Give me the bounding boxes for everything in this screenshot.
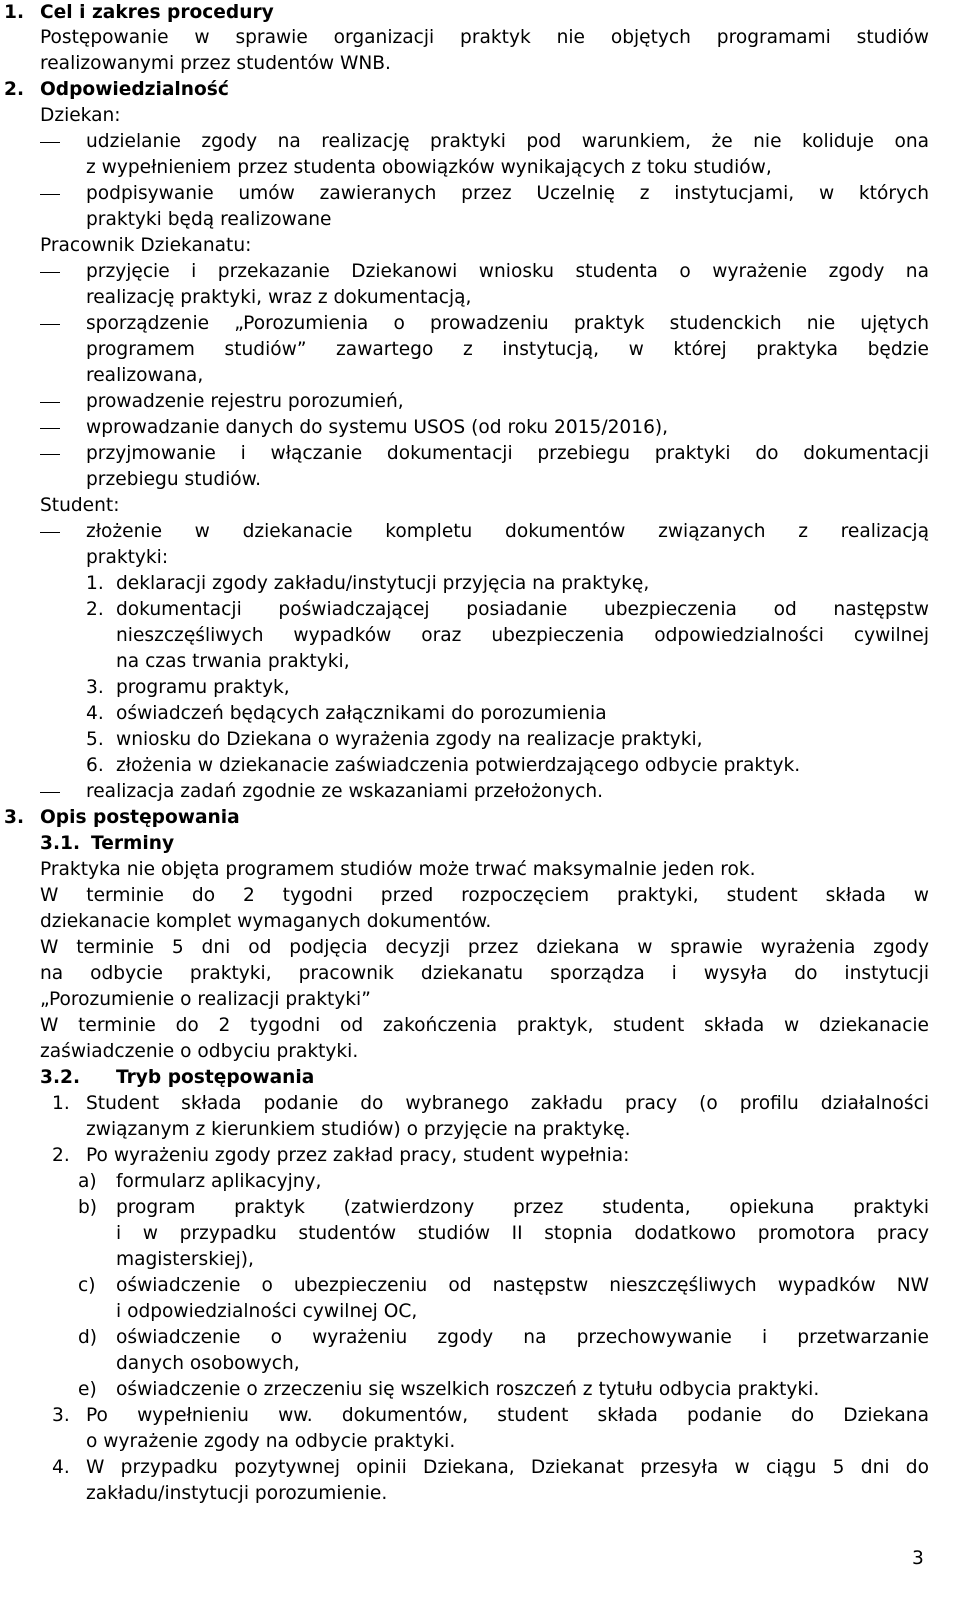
section-3-title: Opis postępowania xyxy=(40,807,240,828)
staff-label: Pracownik Dziekanatu: xyxy=(40,235,252,256)
dean-item-line: podpisywanie umów zawieranych przez Uczelnię z instytucjami, w których xyxy=(86,183,929,204)
section-1-title: Cel i zakres procedury xyxy=(40,2,274,23)
student-subitem-line: deklaracji zgody zakładu/instytucji przyjęcia na praktykę, xyxy=(116,573,650,594)
form-item-letter: e) xyxy=(78,1379,97,1400)
form-item-letter: a) xyxy=(78,1171,97,1192)
procedure-item-line: zakładu/instytucji porozumienie. xyxy=(86,1483,388,1504)
student-subitem-line: programu praktyk, xyxy=(116,677,290,698)
staff-item-line: przebiegu studiów. xyxy=(86,469,262,490)
list-dash-icon xyxy=(40,142,60,143)
procedure-item-number: 3. xyxy=(52,1405,70,1426)
staff-item-line: przyjmowanie i włączanie dokumentacji przebiegu praktyki do dokumentacji xyxy=(86,443,929,464)
student-subitem-number: 1. xyxy=(86,573,104,594)
form-item-letter: d) xyxy=(78,1327,98,1348)
terms-line: na odbycie praktyki, pracownik dziekanatu sporządza i wysyła do instytucji xyxy=(40,963,929,984)
form-item-line: oświadczenie o wyrażeniu zgody na przechowywanie i przetwarzanie xyxy=(116,1327,929,1348)
subsection-3-1-title: Terminy xyxy=(91,833,175,854)
section-2-number: 2. xyxy=(4,79,25,100)
student-subitem-number: 6. xyxy=(86,755,104,776)
subsection-3-1-number: 3.1. xyxy=(40,833,81,854)
form-item-line: magisterskiej), xyxy=(116,1249,254,1270)
staff-item-line: wprowadzanie danych do systemu USOS (od roku 2015/2016), xyxy=(86,417,669,438)
terms-line: W terminie 5 dni od podjęcia decyzji przez dziekana w sprawie wyrażenia zgody xyxy=(40,937,929,958)
page-number: 3 xyxy=(912,1548,924,1569)
procedure-item-line: Po wyrażeniu zgody przez zakład pracy, student wypełnia: xyxy=(86,1145,630,1166)
staff-item-line: realizację praktyki, wraz z dokumentacją, xyxy=(86,287,472,308)
procedure-item-number: 4. xyxy=(52,1457,70,1478)
terms-line: W terminie do 2 tygodni od zakończenia praktyk, student składa w dziekanacie xyxy=(40,1015,929,1036)
form-item-line: oświadczenie o zrzeczeniu się wszelkich roszczeń z tytułu odbycia praktyki. xyxy=(116,1379,820,1400)
subsection-3-2-number: 3.2. xyxy=(40,1067,81,1088)
list-dash-icon xyxy=(40,194,60,195)
section-2-title: Odpowiedzialność xyxy=(40,79,229,100)
procedure-item-number: 1. xyxy=(52,1093,70,1114)
list-dash-icon xyxy=(40,324,60,325)
list-dash-icon xyxy=(40,402,60,403)
list-dash-icon xyxy=(40,454,60,455)
staff-item-line: programem studiów” zawartego z instytucją, w której praktyka będzie xyxy=(86,339,929,360)
terms-line: „Porozumienie o realizacji praktyki” xyxy=(40,989,371,1010)
terms-line: W terminie do 2 tygodni przed rozpoczęciem praktyki, student składa w xyxy=(40,885,929,906)
student-item-line: praktyki: xyxy=(86,547,169,568)
list-dash-icon xyxy=(40,272,60,273)
terms-line: dziekanacie komplet wymaganych dokumentów. xyxy=(40,911,492,932)
staff-item-line: prowadzenie rejestru porozumień, xyxy=(86,391,404,412)
dean-item-line: udzielanie zgody na realizację praktyki pod warunkiem, że nie koliduje ona xyxy=(86,131,929,152)
form-item-line: i odpowiedzialności cywilnej OC, xyxy=(116,1301,418,1322)
student-subitem-line: złożenia w dziekanacie zaświadczenia potwierdzającego odbycie praktyk. xyxy=(116,755,801,776)
section-3-number: 3. xyxy=(4,807,25,828)
list-dash-icon xyxy=(40,792,60,793)
student-subitem-number: 4. xyxy=(86,703,104,724)
form-item-line: oświadczenie o ubezpieczeniu od następstw nieszczęśliwych wypadków NW xyxy=(116,1275,929,1296)
procedure-item-line: Po wypełnieniu ww. dokumentów, student składa podanie do Dziekana xyxy=(86,1405,929,1426)
procedure-item-line: związanym z kierunkiem studiów) o przyjęcie na praktykę. xyxy=(86,1119,631,1140)
dean-item-line: praktyki będą realizowane xyxy=(86,209,332,230)
student-subitem-line: oświadczeń będących załącznikami do porozumienia xyxy=(116,703,607,724)
terms-line: zaświadczenie o odbyciu praktyki. xyxy=(40,1041,359,1062)
staff-item-line: przyjęcie i przekazanie Dziekanowi wniosku studenta o wyrażenie zgody na xyxy=(86,261,929,282)
form-item-line: program praktyk (zatwierdzony przez studenta, opiekuna praktyki xyxy=(116,1197,929,1218)
subsection-3-2-title: Tryb postępowania xyxy=(116,1067,315,1088)
list-dash-icon xyxy=(40,428,60,429)
student-subitem-line: dokumentacji poświadczającej posiadanie ubezpieczenia od następstw xyxy=(116,599,929,620)
procedure-item-line: Student składa podanie do wybranego zakładu pracy (o profilu działalności xyxy=(86,1093,929,1114)
terms-line: Praktyka nie objęta programem studiów może trwać maksymalnie jeden rok. xyxy=(40,859,756,880)
form-item-letter: b) xyxy=(78,1197,98,1218)
student-subitem-number: 2. xyxy=(86,599,104,620)
student-subitem-line: nieszczęśliwych wypadków oraz ubezpieczenia odpowiedzialności cywilnej xyxy=(116,625,929,646)
student-label: Student: xyxy=(40,495,120,516)
procedure-item-line: W przypadku pozytywnej opinii Dziekana, Dziekanat przesyła w ciągu 5 dni do xyxy=(86,1457,929,1478)
student-subitem-line: wniosku do Dziekana o wyrażenia zgody na realizacje praktyki, xyxy=(116,729,703,750)
section-1-body-line: realizowanymi przez studentów WNB. xyxy=(40,53,391,74)
student-subitem-number: 3. xyxy=(86,677,104,698)
procedure-item-line: o wyrażenie zgody na odbycie praktyki. xyxy=(86,1431,456,1452)
student-item-line: realizacja zadań zgodnie ze wskazaniami przełożonych. xyxy=(86,781,604,802)
student-subitem-number: 5. xyxy=(86,729,104,750)
list-dash-icon xyxy=(40,532,60,533)
staff-item-line: realizowana, xyxy=(86,365,204,386)
section-1-body-line: Postępowanie w sprawie organizacji praktyk nie objętych programami studiów xyxy=(40,27,929,48)
student-item-line: złożenie w dziekanacie kompletu dokumentów związanych z realizacją xyxy=(86,521,929,542)
form-item-line: danych osobowych, xyxy=(116,1353,300,1374)
procedure-item-number: 2. xyxy=(52,1145,70,1166)
dean-label: Dziekan: xyxy=(40,105,121,126)
section-1-number: 1. xyxy=(4,2,25,23)
dean-item-line: z wypełnieniem przez studenta obowiązków wynikających z toku studiów, xyxy=(86,157,772,178)
student-subitem-line: na czas trwania praktyki, xyxy=(116,651,350,672)
form-item-line: i w przypadku studentów studiów II stopnia dodatkowo promotora pracy xyxy=(116,1223,929,1244)
form-item-letter: c) xyxy=(78,1275,96,1296)
staff-item-line: sporządzenie „Porozumienia o prowadzeniu praktyk studenckich nie ujętych xyxy=(86,313,929,334)
form-item-line: formularz aplikacyjny, xyxy=(116,1171,322,1192)
